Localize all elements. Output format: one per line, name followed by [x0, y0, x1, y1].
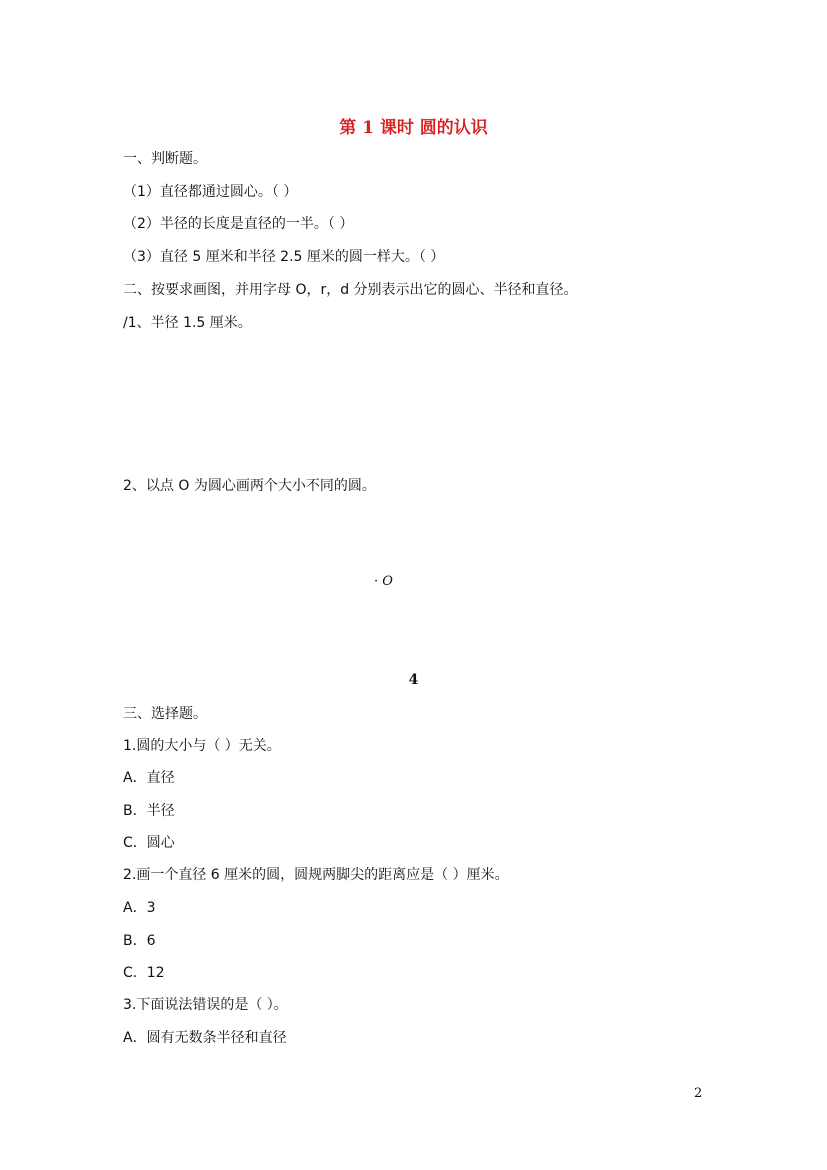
- choice-question-3: 3.下面说法错误的是（ ）。: [123, 997, 288, 1013]
- choice-q3-option-a: A．圆有无数条半径和直径: [123, 1030, 287, 1046]
- choice-q2-option-a: A．3: [123, 900, 156, 916]
- page-title: 第 1 课时 圆的认识: [339, 118, 488, 138]
- center-point-label: · O: [374, 574, 393, 589]
- choice-q2-option-b: B．6: [123, 933, 156, 949]
- section-marker: 4: [408, 672, 419, 688]
- page-number: 2: [694, 1086, 703, 1101]
- judge-item-2: （2）半径的长度是直径的一半。（ ）: [123, 216, 354, 232]
- choice-q2-option-c: C．12: [123, 965, 165, 981]
- choice-q1-option-c: C．圆心: [123, 835, 175, 851]
- choice-q1-option-b: B．半径: [123, 803, 175, 819]
- draw-question-1: /1、半径 1.5 厘米。: [123, 315, 252, 331]
- judge-item-1: （1）直径都通过圆心。（ ）: [123, 184, 298, 200]
- section-2-heading: 二、按要求画图，并用字母 O，r，d 分别表示出它的圆心、半径和直径。: [123, 282, 578, 298]
- section-3-heading: 三、选择题。: [123, 706, 207, 722]
- choice-q1-option-a: A．直径: [123, 770, 175, 786]
- choice-question-1: 1.圆的大小与（ ）无关。: [123, 738, 281, 754]
- draw-question-2: 2、以点 O 为圆心画两个大小不同的圆。: [123, 478, 376, 494]
- section-1-heading: 一、判断题。: [123, 151, 207, 167]
- judge-item-3: （3）直径 5 厘米和半径 2.5 厘米的圆一样大。（ ）: [123, 249, 445, 265]
- choice-question-2: 2.画一个直径 6 厘米的圆，圆规两脚尖的距离应是（ ）厘米。: [123, 867, 509, 883]
